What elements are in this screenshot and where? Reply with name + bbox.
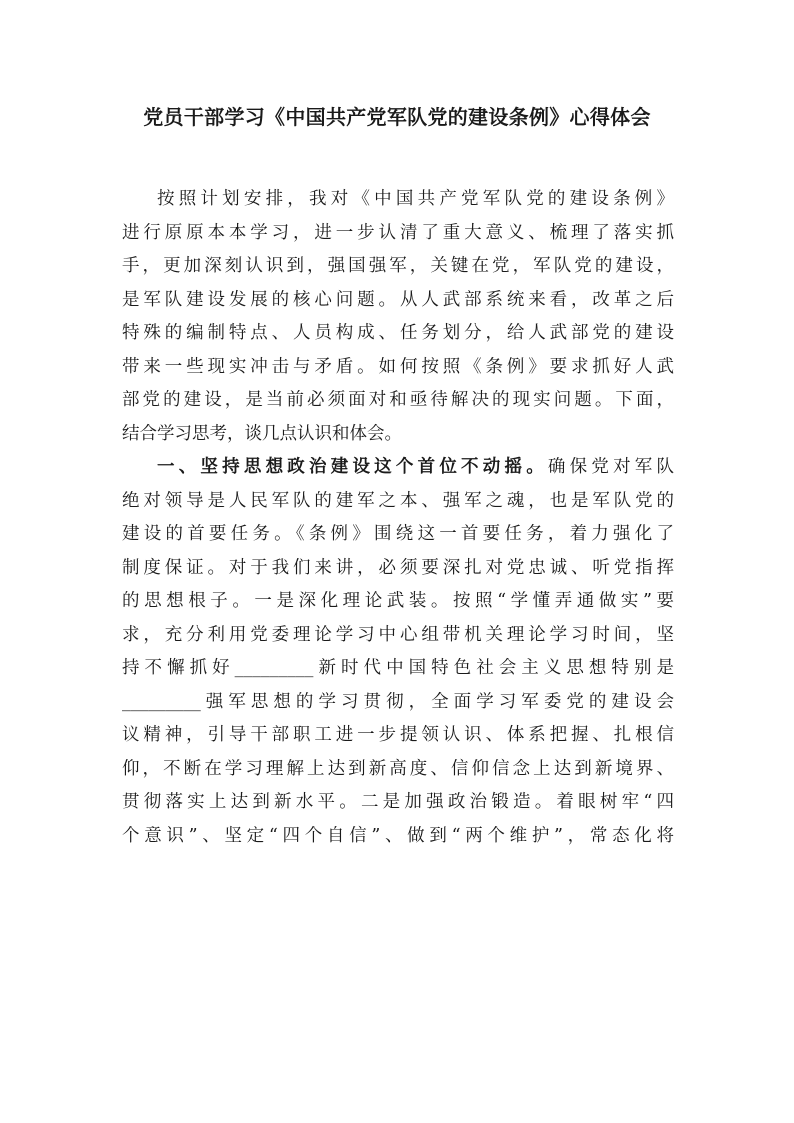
paragraph-2-line-4: 制度保证。对于我们来讲，必须要深扎对党忠诚、听党指挥 (122, 557, 674, 578)
paragraph-2-line-12: 个意识”、坚定“四个自信”、做到“两个维护”，常态化将 (122, 825, 674, 846)
paragraph-1-line-3: 手，更加深刻认识到，强国强军，关键在党，军队党的建设， (122, 256, 674, 276)
paragraph-1-line-2: 进行原原本本学习，进一步认清了重大意义、梳理了落实抓 (122, 222, 674, 243)
paragraph-1-line-7: 部党的建设，是当前必须面对和亟待解决的现实问题。下面， (122, 390, 674, 410)
paragraph-1-line-6: 带来一些现实冲击与矛盾。如何按照《条例》要求抓好人武 (122, 356, 674, 377)
paragraph-2-line-7: 持不懈抓好_________新时代中国特色社会主义思想特别是 (122, 658, 674, 678)
section-heading: 一、坚持思想政治建设这个首位不动摇。 (157, 457, 548, 477)
paragraph-1-line-4: 是军队建设发展的核心问题。从人武部系统来看，改革之后 (122, 289, 674, 310)
paragraph-2-line-9: 议精神，引导干部职工进一步提领认识、体系把握、扎根信 (122, 725, 674, 745)
paragraph-2-line-6: 求，充分利用党委理论学习中心组带机关理论学习时间，坚 (122, 624, 674, 645)
paragraph-1-line-5: 特殊的编制特点、人员构成、任务划分，给人武部党的建设 (122, 323, 674, 343)
document-body (122, 183, 674, 853)
paragraph-2-line-10: 仰，不断在学习理解上达到新高度、信仰信念上达到新境界、 (122, 758, 674, 779)
paragraph-2-line-11: 贯彻落实上达到新水平。二是加强政治锻造。着眼树牢“四 (122, 792, 674, 812)
paragraph-2-line-5: 的思想根子。一是深化理论武装。按照“学懂弄通做实”要 (122, 591, 674, 611)
paragraph-2-line-1 (122, 451, 674, 485)
paragraph-2-line-2: 绝对领导是人民军队的建军之本、强军之魂，也是军队党的 (122, 490, 674, 511)
paragraph-1-line-8: 结合学习思考，谈几点认识和体会。 (122, 423, 402, 444)
paragraph-2-line-1-rest: 确保党对军队 (547, 457, 675, 477)
paragraph-2-line-3: 建设的首要任务。《条例》围绕这一首要任务，着力强化了 (122, 524, 674, 544)
paragraph-2-line-8: _________强军思想的学习贯彻，全面学习军委党的建设会 (122, 691, 674, 712)
document-title: 党员干部学习《中国共产党军队党的建设条例》心得体会 (143, 105, 651, 129)
paragraph-1-line-1: 按照计划安排，我对《中国共产党军队党的建设条例》 (157, 189, 674, 209)
